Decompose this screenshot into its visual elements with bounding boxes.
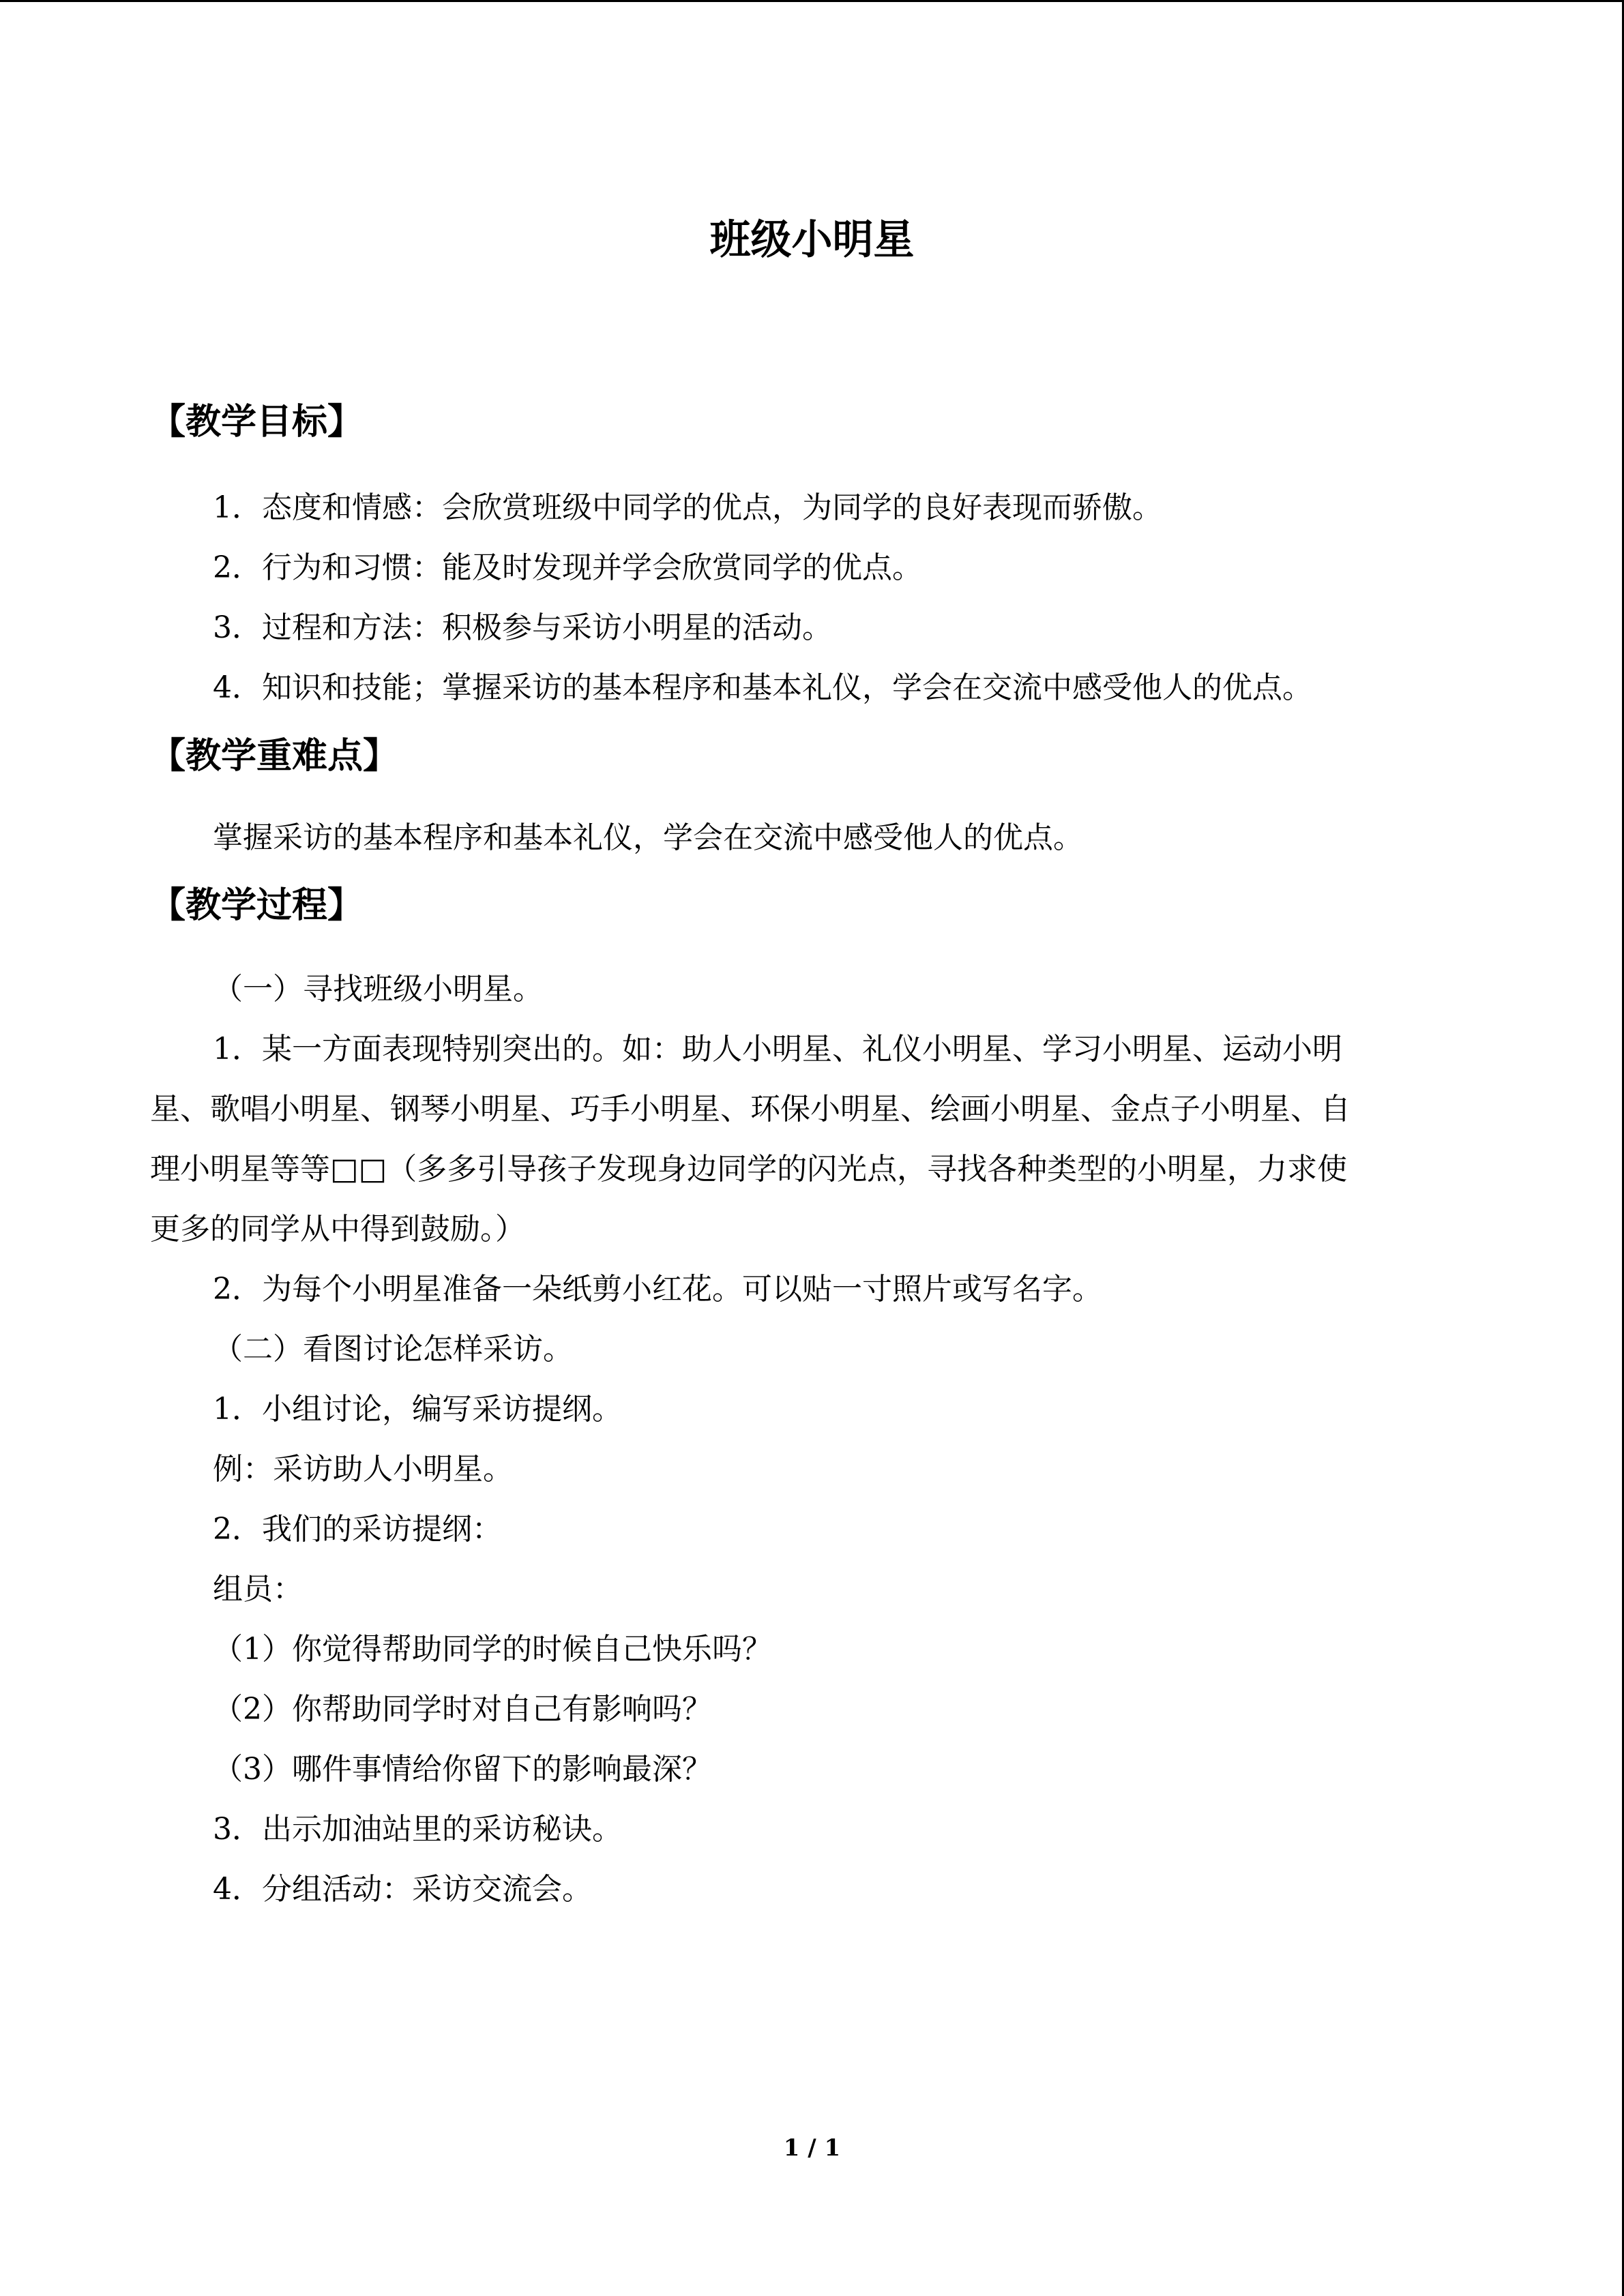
page-number: 1 / 1 (783, 2134, 841, 2162)
members-label: 组员： (213, 1572, 303, 1607)
goal-item-3: 3．过程和方法：积极参与采访小明星的活动。 (213, 610, 832, 645)
question-2: （2）你帮助同学时对自己有影响吗？ (213, 1692, 712, 1727)
part2-title: （二）看图讨论怎样采访。 (213, 1332, 573, 1367)
part1-paragraph-1 (150, 1019, 1460, 1259)
part1-item-2: 2．为每个小明星准备一朵纸剪小红花。可以贴一寸照片或写名字。 (213, 1272, 1102, 1307)
part2-item-2: 2．我们的采访提纲： (213, 1512, 502, 1547)
goal-item-1: 1．态度和情感：会欣赏班级中同学的优点，为同学的良好表现而骄傲。 (213, 490, 1162, 525)
part2-item-4: 4．分组活动：采访交流会。 (213, 1872, 592, 1907)
part2-item-3: 3．出示加油站里的采访秘诀。 (213, 1812, 622, 1847)
question-1: （1）你觉得帮助同学的时候自己快乐吗？ (213, 1632, 772, 1667)
heading-key-points: 【教学重难点】 (150, 736, 399, 777)
paragraph-line: 理小明星等等□□（多多引导孩子发现身边同学的闪光点，寻找各种类型的小明星，力求使 (150, 1152, 1348, 1187)
paragraph-line: 更多的同学从中得到鼓励。） (150, 1212, 525, 1247)
goal-item-2: 2．行为和习惯：能及时发现并学会欣赏同学的优点。 (213, 550, 922, 585)
part2-item-1: 1．小组讨论，编写采访提纲。 (213, 1392, 622, 1427)
page-title: 班级小明星 (709, 216, 915, 264)
paragraph-line: 星、歌唱小明星、钢琴小明星、巧手小明星、环保小明星、绘画小明星、金点子小明星、自 (150, 1092, 1350, 1127)
part1-title: （一）寻找班级小明星。 (213, 972, 543, 1007)
heading-teaching-process: 【教学过程】 (150, 885, 364, 926)
goal-item-4: 4．知识和技能；掌握采访的基本程序和基本礼仪，学会在交流中感受他人的优点。 (213, 670, 1312, 705)
paragraph-line: 1．某一方面表现特别突出的。如：助人小明星、礼仪小明星、学习小明星、运动小明 (213, 1032, 1342, 1067)
key-points-text: 掌握采访的基本程序和基本礼仪，学会在交流中感受他人的优点。 (213, 820, 1083, 855)
heading-teaching-goals: 【教学目标】 (150, 402, 364, 443)
question-3: （3）哪件事情给你留下的影响最深？ (213, 1752, 712, 1787)
example-line: 例：采访助人小明星。 (213, 1452, 513, 1487)
